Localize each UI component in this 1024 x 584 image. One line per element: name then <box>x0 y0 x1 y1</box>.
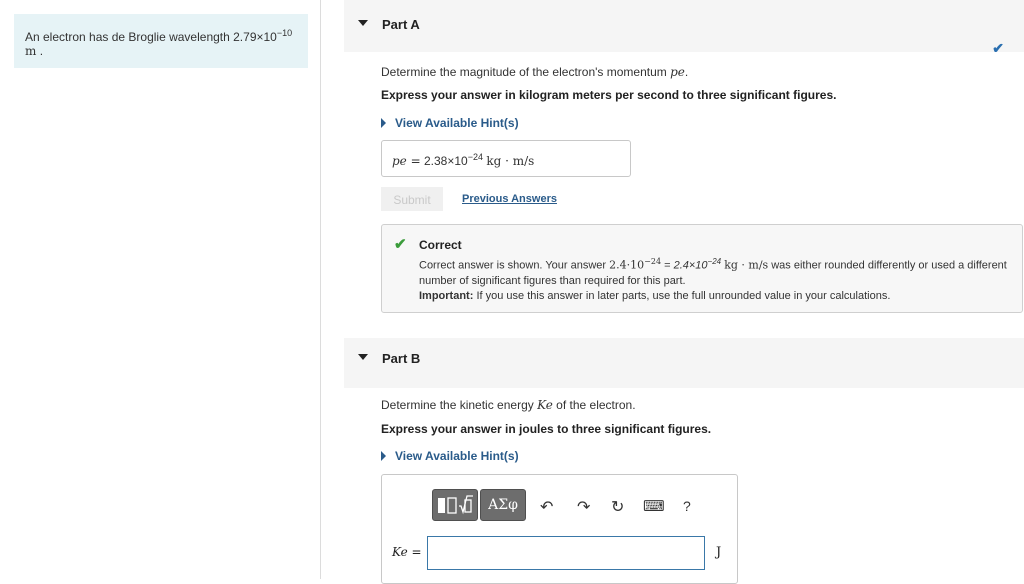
part-a-answer-field[interactable] <box>381 140 631 177</box>
part-a-instruction: Express your answer in kilogram meters per second to three significant figures. <box>381 88 837 102</box>
part-b-question-text: Determine the kinetic energy <box>381 398 538 412</box>
feedback-unit: kg · m/s <box>724 258 769 272</box>
answer-mantissa: 2.38×10 <box>424 154 468 168</box>
important-label: Important: <box>419 289 474 302</box>
expand-triangle-icon <box>381 118 386 128</box>
your-answer: 2.4·10 <box>609 258 645 272</box>
answer-exponent: −24 <box>467 152 483 162</box>
answer-label: Ke = <box>392 545 422 559</box>
symbols-button[interactable]: ΑΣφ <box>480 489 526 521</box>
problem-unit: m <box>25 44 37 58</box>
part-b-answer-area <box>381 474 738 584</box>
part-a-hint-link[interactable] <box>381 116 519 130</box>
part-a-question <box>381 65 688 79</box>
column-divider <box>320 0 321 579</box>
correct-answer-exp: −24 <box>707 257 722 266</box>
feedback-intro: Correct answer is shown. Your answer <box>419 259 610 272</box>
equals-sign: = <box>661 259 674 272</box>
part-b-instruction: Express your answer in joules to three significant figures. <box>381 422 712 436</box>
feedback-rounding: was either rounded differently or used a different number of significant figures than required for this part. <box>419 259 1007 287</box>
part-a-header[interactable] <box>344 0 1024 56</box>
checkmark-icon: ✔ <box>992 40 1004 56</box>
part-a-question-text: Determine the magnitude of the electron's momentum <box>381 65 671 79</box>
collapse-caret-icon[interactable] <box>358 354 368 360</box>
problem-exponent: −10 <box>276 28 293 38</box>
part-a-title: Part A <box>382 17 420 32</box>
problem-period: . <box>39 44 44 58</box>
answer-label: pe = <box>392 154 421 168</box>
correct-check-icon: ✔ <box>394 236 407 253</box>
help-icon[interactable]: ? <box>683 498 691 514</box>
part-b-question-end: of the electron. <box>552 398 636 412</box>
momentum-symbol: pe <box>670 65 685 79</box>
part-b-hint-link[interactable] <box>381 449 519 463</box>
your-answer-exp: −24 <box>644 257 662 266</box>
part-b-question <box>381 398 636 412</box>
part-b-header[interactable] <box>344 338 1024 388</box>
feedback-body <box>419 254 1017 304</box>
reset-icon[interactable]: ↻ <box>611 499 625 516</box>
important-text: If you use this answer in later parts, use the full unrounded value in your calculations. <box>473 289 891 302</box>
hint-label: View Available Hint(s) <box>395 116 519 130</box>
previous-answers-link[interactable]: Previous Answers <box>462 193 557 205</box>
unit-label: J <box>716 545 722 560</box>
problem-statement <box>14 14 308 68</box>
correct-answer: 2.4×10 <box>673 259 708 272</box>
keyboard-icon[interactable]: ⌨ <box>643 498 665 515</box>
templates-icon <box>433 490 477 520</box>
part-b-answer-input[interactable] <box>427 536 705 570</box>
redo-icon[interactable]: ↷ <box>577 499 591 516</box>
feedback-title: Correct <box>419 238 462 252</box>
feedback-box <box>381 224 1023 313</box>
expand-triangle-icon <box>381 451 386 461</box>
kinetic-energy-symbol: Ke <box>537 398 553 412</box>
templates-button[interactable] <box>432 489 478 521</box>
submit-button[interactable]: Submit <box>381 187 443 211</box>
collapse-caret-icon[interactable] <box>358 20 368 26</box>
part-b-title: Part B <box>382 351 421 366</box>
problem-text: An electron has de Broglie wavelength 2.79×10 <box>25 30 277 44</box>
undo-icon[interactable]: ↶ <box>540 499 554 516</box>
hint-label: View Available Hint(s) <box>395 449 519 463</box>
part-a-question-end: . <box>684 65 689 79</box>
answer-unit: kg · m/s <box>486 154 535 168</box>
